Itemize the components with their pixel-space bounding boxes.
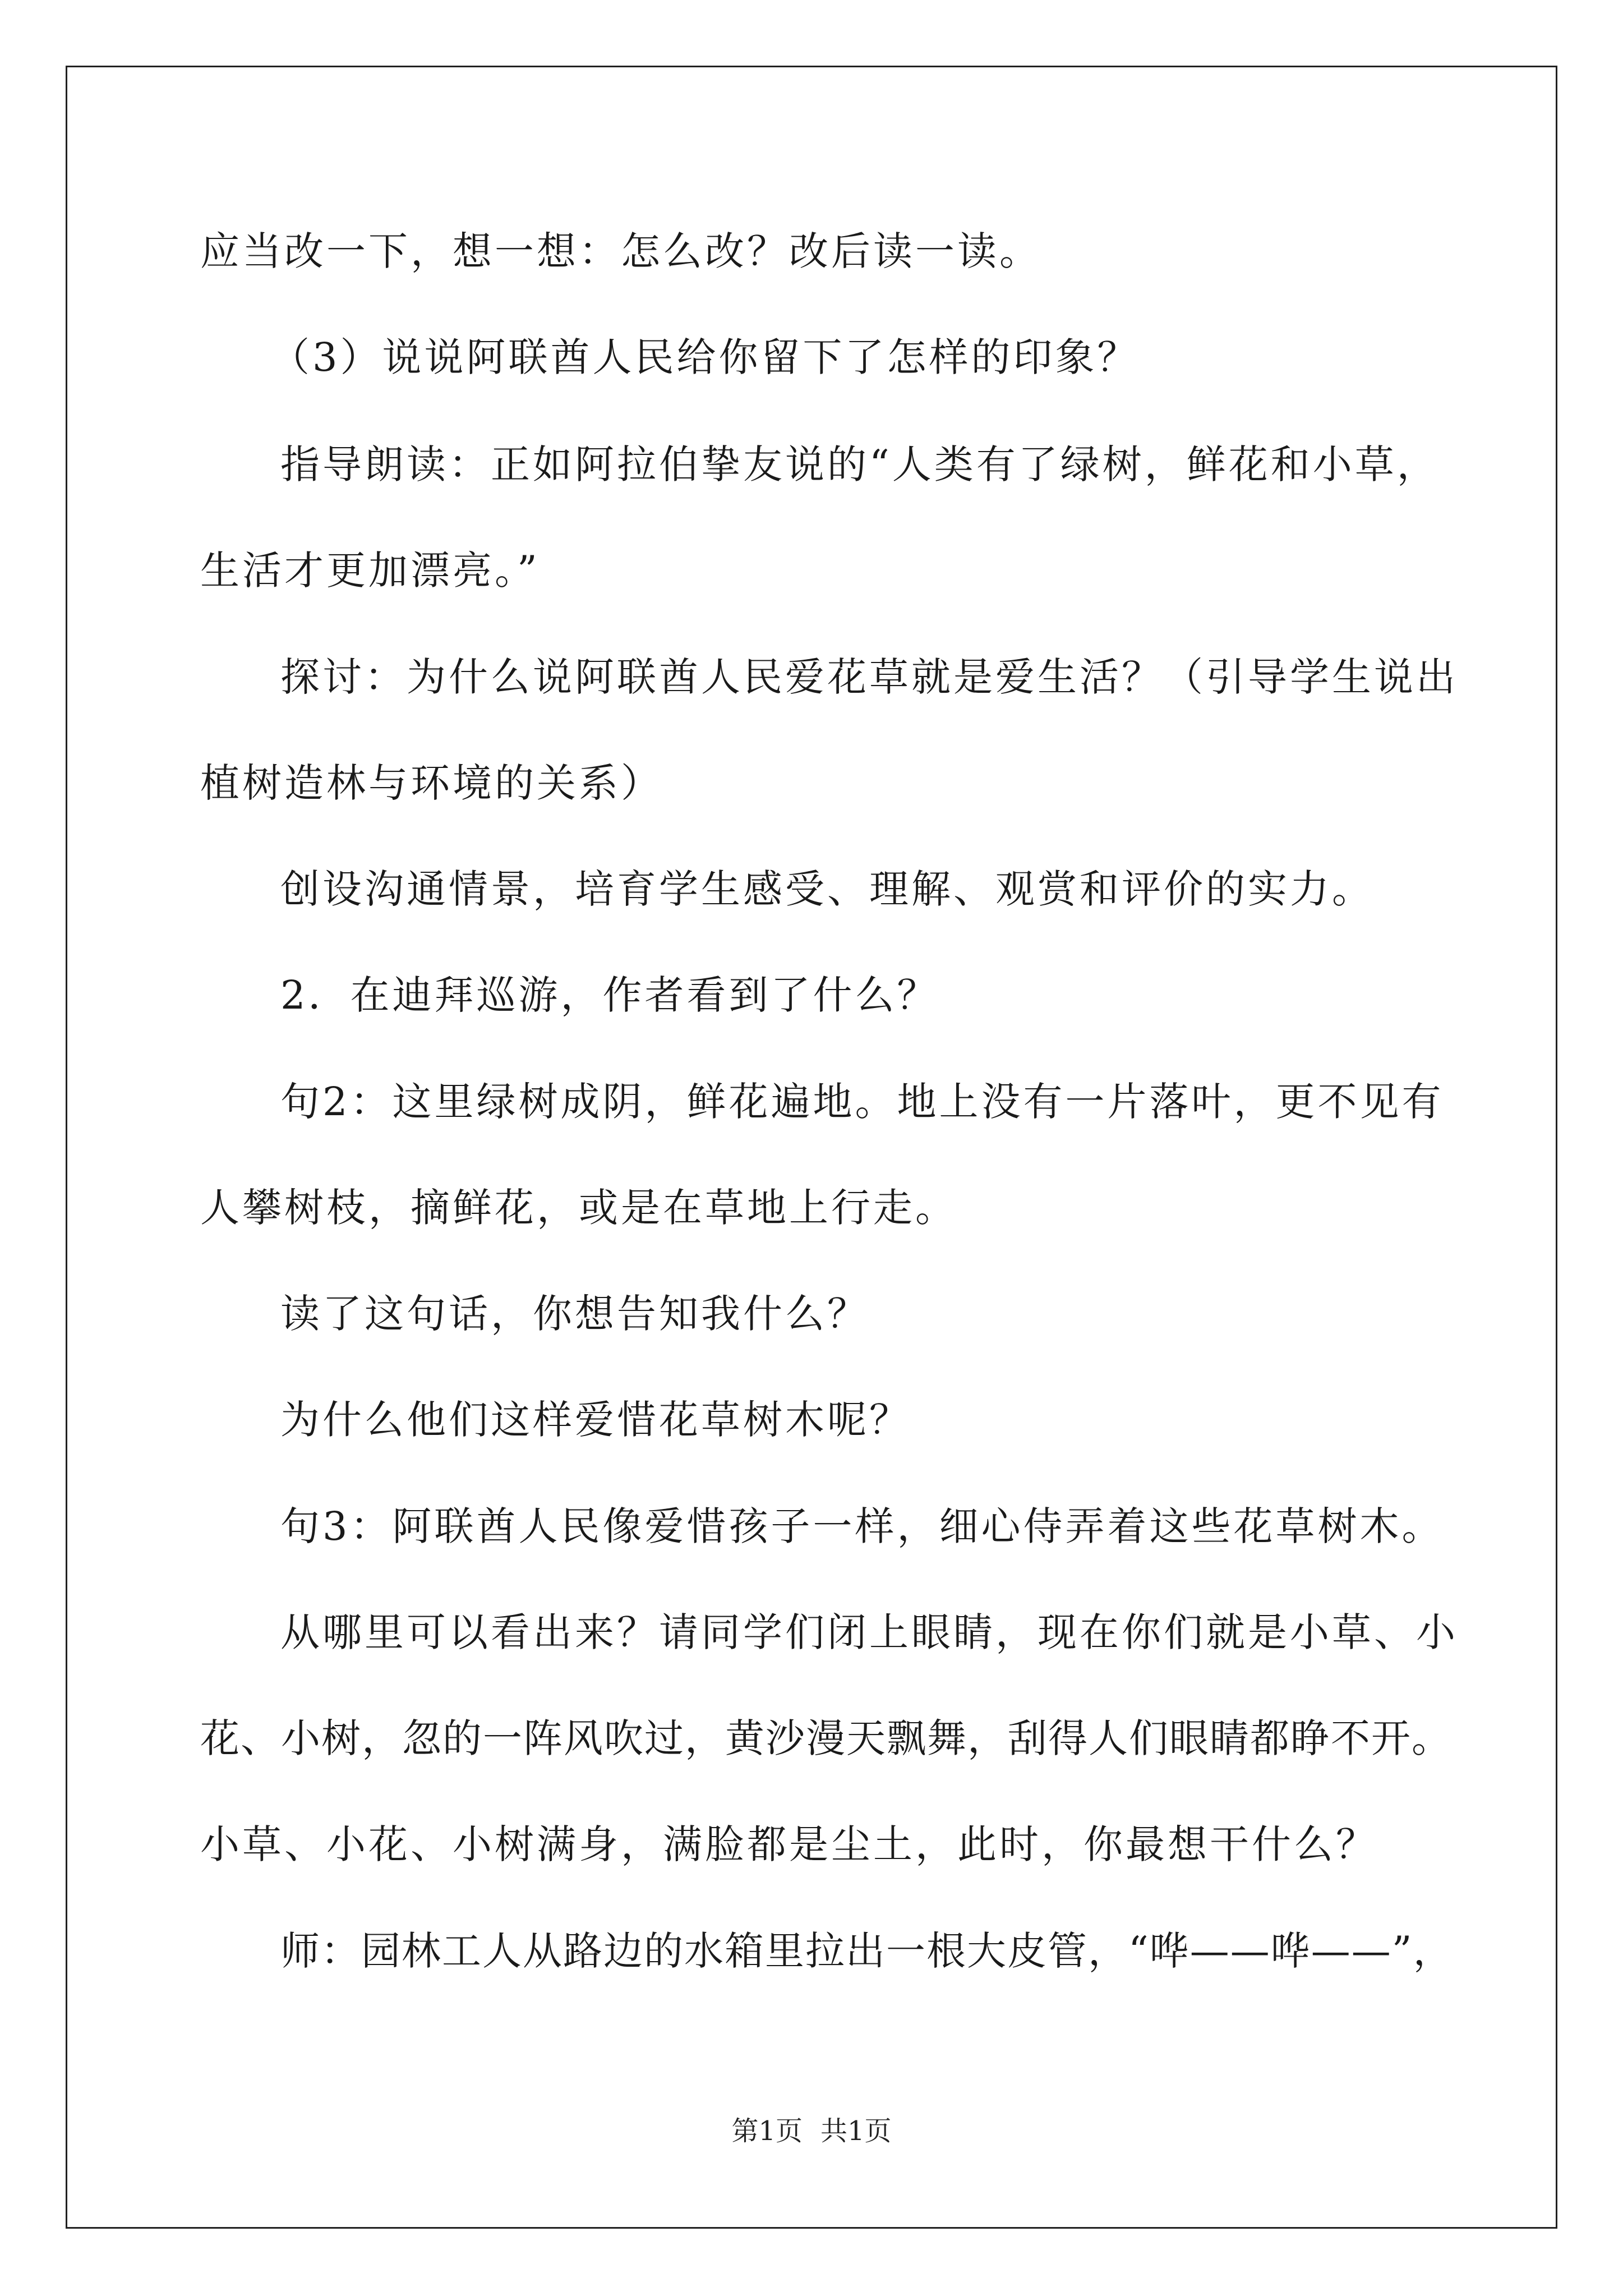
text-line: 人攀树枝，摘鲜花，或是在草地上行走。 [200, 1185, 957, 1231]
page-border [66, 66, 1557, 2229]
text-line: 读了这句话，你想告知我什么？ [280, 1291, 869, 1337]
text-line: 小草、小花、小树满身，满脸都是尘土，此时，你最想干什么？ [200, 1821, 1378, 1867]
text-line: 植树造林与环境的关系） [200, 760, 663, 806]
text-line: 为什么他们这样爱惜花草树木呢？ [280, 1397, 911, 1443]
text-line: 句3：阿联酋人民像爱惜孩子一样，细心侍弄着这些花草树木。 [280, 1503, 1444, 1549]
text-line: 师：园林工人从路边的水箱里拉出一根大皮管，“哗——哗——”， [280, 1928, 1454, 1974]
text-line: 创设沟通情景，培育学生感受、理解、观赏和评价的实力。 [280, 866, 1374, 912]
text-line: 花、小树，忽的一阵风吹过，黄沙漫天飘舞，刮得人们眼睛都睁不开。 [200, 1715, 1452, 1761]
text-line: 探讨：为什么说阿联酋人民爱花草就是爱生活？（引导学生说出 [280, 654, 1458, 700]
text-line: 从哪里可以看出来？请同学们闭上眼睛，现在你们就是小草、小 [280, 1609, 1458, 1655]
page-footer [0, 2115, 1623, 2147]
page-count: 共1页 [820, 2115, 892, 2147]
text-line: 句2：这里绿树成阴，鲜花遍地。地上没有一片落叶，更不见有 [280, 1079, 1444, 1125]
text-line: 应当改一下，想一想：怎么改？改后读一读。 [200, 228, 1041, 274]
text-line: 2．在迪拜巡游，作者看到了什么？ [280, 972, 939, 1018]
text-line: 生活才更加漂亮。” [200, 547, 540, 593]
text-line: （3）说说阿联酋人民给你留下了怎样的印象？ [270, 334, 1140, 380]
text-line: 指导朗读：正如阿拉伯挚友说的“人类有了绿树，鲜花和小草， [280, 441, 1439, 487]
page-number: 第1页 [731, 2115, 803, 2147]
